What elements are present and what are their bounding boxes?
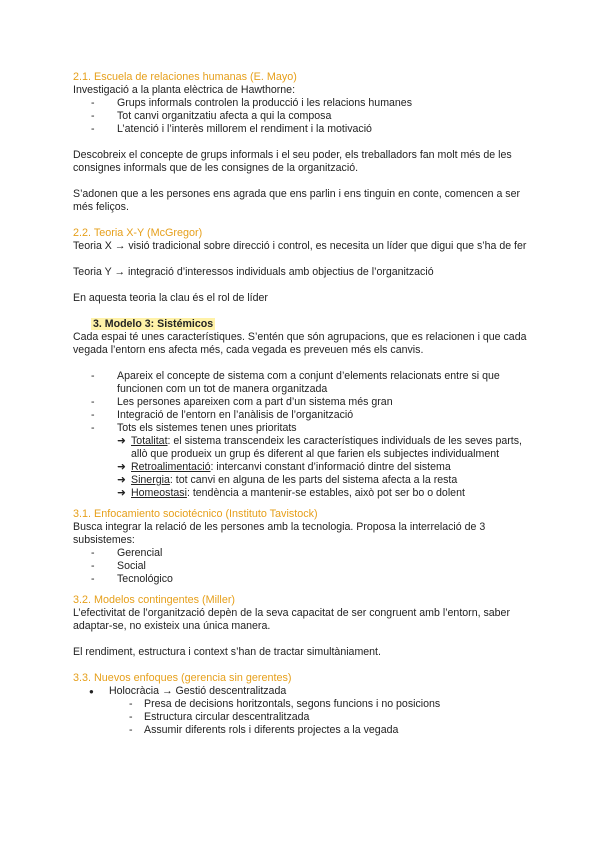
list-item: - Integració de l’entorn en l’anàlisis de l’organització (73, 409, 533, 422)
arrow-icon: ➜ (117, 487, 126, 499)
list-item: - Estructura circular descentralitzada (73, 711, 533, 724)
list-item: - Les persones apareixen com a part d’un sistema més gran (73, 396, 533, 409)
section-heading-3 (73, 318, 533, 331)
priorities-list (73, 435, 533, 500)
paragraph: Busca integrar la relació de les persones amb la tecnologia. Proposa la interrelació de 3 subsistemes: (73, 521, 486, 546)
arrow-icon: ➜ (117, 461, 126, 473)
list-item: - Grups informals controlen la producció i les relacions humanes (73, 97, 533, 110)
section-heading-3-2: 3.2. Modelos contingentes (Miller) (73, 594, 236, 606)
priority-term: Totalitat (131, 435, 168, 447)
priority-item (117, 474, 533, 487)
priority-desc: : intercanvi constant d’informació dintre del sistema (210, 461, 451, 473)
priority-item (117, 461, 533, 474)
list-item: - Assumir diferents rols i diferents projectes a la vegada (73, 724, 533, 737)
paragraph: Teoria Y → integració d’interessos individuals amb objectius de l’organització (73, 266, 434, 278)
list-item: - Tots els sistemes tenen unes prioritats (73, 422, 533, 435)
section-heading-3-1: 3.1. Enfocamiento sociotécnico (Instituto Tavistock) (73, 508, 318, 520)
list-item: - L’atenció i l’interès millorem el rendiment i la motivació (73, 123, 533, 136)
priority-desc: : tot canvi en alguna de les parts del sistema afecta a la resta (169, 474, 458, 486)
dash-list (73, 547, 533, 586)
heading-highlight: 3. Modelo 3: Sistémicos (93, 318, 214, 330)
priority-desc: : tendència a mantenir-se estables, això pot ser bo o dolent (186, 487, 465, 499)
list-item: - Apareix el concepte de sistema com a conjunt d’elements relacionats entre si que funcionen com un tot de manera organitzada (73, 370, 533, 396)
section-heading-2-1: 2.1. Escuela de relaciones humanas (E. Mayo) (73, 71, 297, 83)
list-item: - Social (73, 560, 533, 573)
priority-term: Sinergia (131, 474, 170, 486)
paragraph: L’efectivitat de l’organització depèn de la seva capacitat de ser congruent amb l’entorn, saber adaptar-se, no existeix una única manera. (73, 607, 510, 632)
arrow-icon: ➜ (117, 474, 126, 486)
document-content (73, 71, 533, 737)
dash-sublist (73, 698, 533, 737)
paragraph: Teoria X → visió tradicional sobre direcció i control, es necesita un líder que digui que s’ha de fer (73, 240, 527, 252)
arrow-icon: ➜ (117, 435, 126, 447)
priority-item (117, 487, 533, 500)
paragraph: S’adonen que a les persones ens agrada que ens parlin i ens tinguin en conte, comencen a ser més feliços. (73, 188, 521, 213)
paragraph: En aquesta teoria la clau és el rol de líder (73, 292, 268, 304)
priority-desc: : el sistema transcendeix les característiques individuals de les seves parts, allò que produeix un grup és diferent al que farien els subjectes individualment (131, 435, 522, 460)
priority-item (117, 435, 533, 461)
section-heading-2-2: 2.2. Teoria X-Y (McGregor) (73, 227, 203, 239)
priority-term: Homeostasi (131, 487, 187, 499)
priority-term: Retroalimentació (131, 461, 211, 473)
section-heading-3-3: 3.3. Nuevos enfoques (gerencia sin gerentes) (73, 672, 292, 684)
list-item: - Tot canvi organitzatiu afecta a qui la composa (73, 110, 533, 123)
paragraph: Cada espai té unes característiques. S’entén que són agrupacions, que es relacionen i que cada vegada l’entorn ens afecta més, cada vegada es preveuen més els canvis. (73, 331, 527, 356)
list-item: - Gerencial (73, 547, 533, 560)
bullet-item: ● Holocràcia → Gestió descentralitzada (73, 685, 533, 698)
dash-list (73, 370, 533, 435)
list-item: - Tecnológico (73, 573, 533, 586)
list-item: - Presa de decisions horitzontals, segons funcions i no posicions (73, 698, 533, 711)
paragraph: Descobreix el concepte de grups informals i el seu poder, els treballadors fan molt més de les consignes informals que de les consignes de la organització. (73, 149, 512, 174)
paragraph: Investigació a la planta elèctrica de Hawthorne: (73, 84, 296, 96)
paragraph: El rendiment, estructura i context s’han de tractar simultàniament. (73, 646, 381, 658)
dash-list (73, 97, 533, 136)
